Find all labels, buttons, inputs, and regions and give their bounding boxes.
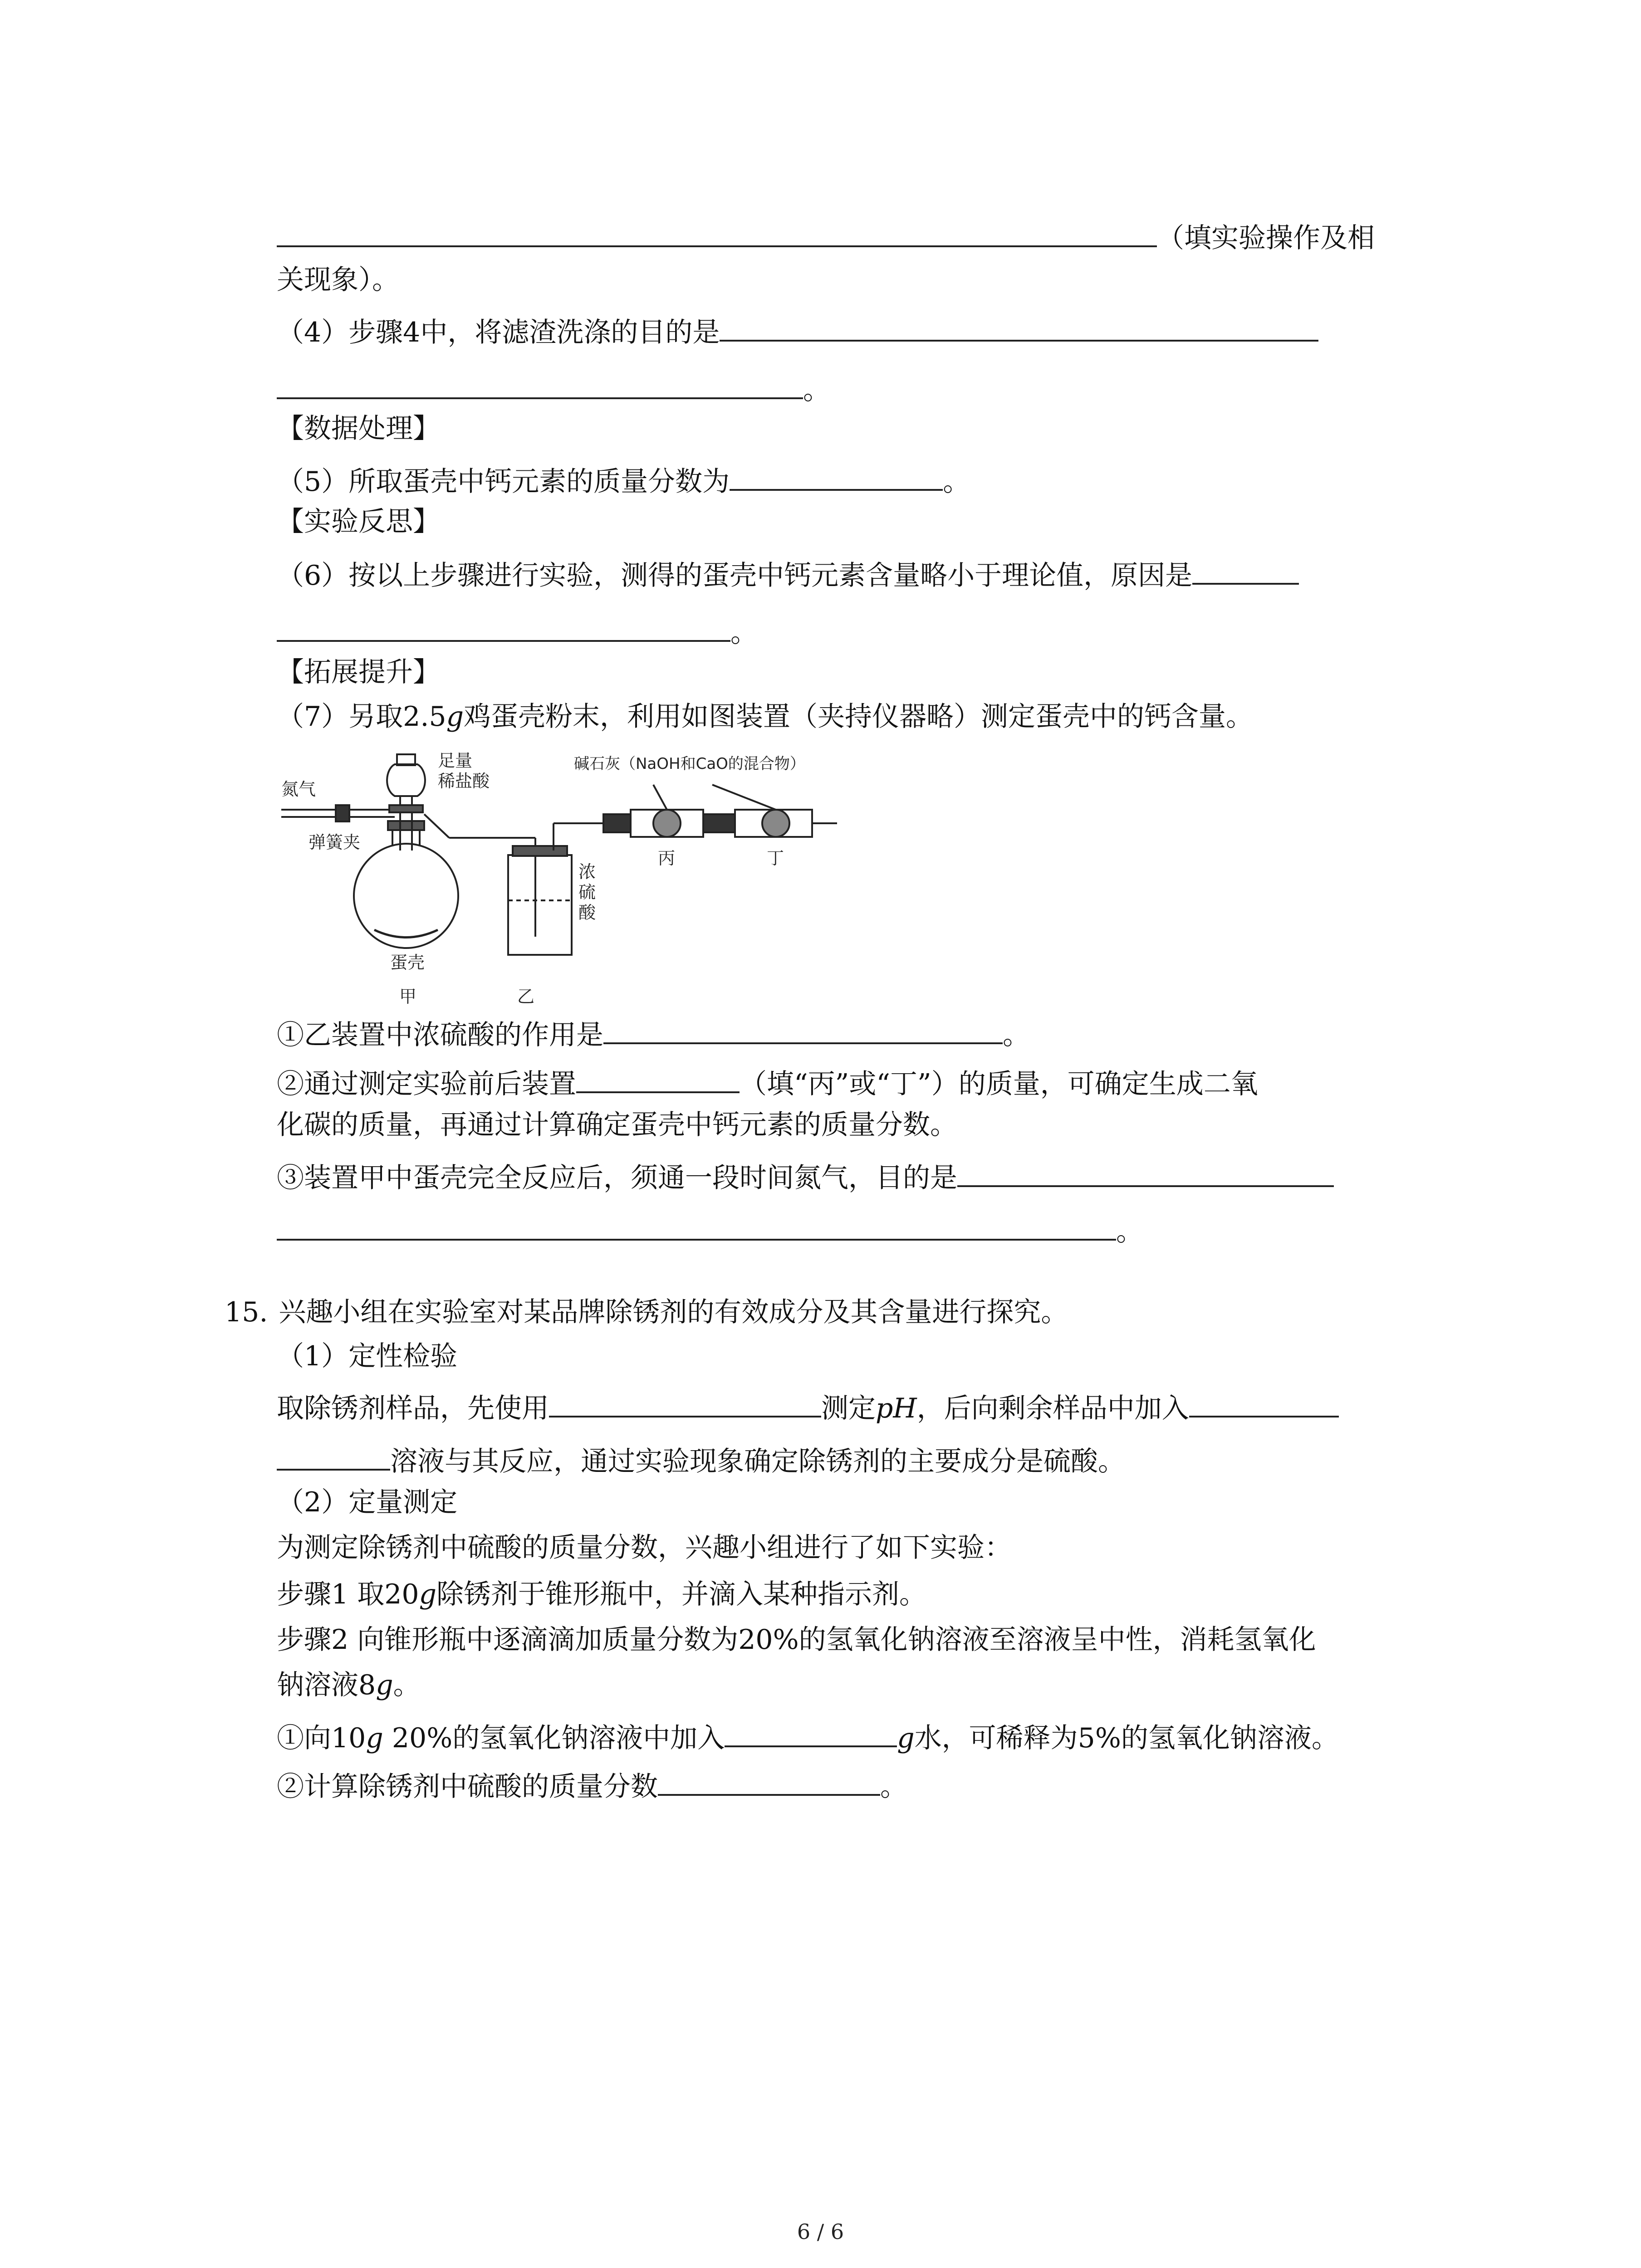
q15-header <box>225 1294 1068 1330</box>
answer-blank-q6b[interactable] <box>277 610 730 642</box>
q7-line <box>277 699 1253 735</box>
q5-end: 。 <box>943 466 970 498</box>
q15-sub1-unit: g <box>366 1722 383 1754</box>
q15-sub2-end: 。 <box>880 1771 907 1803</box>
label-clip: 弹簧夹 <box>309 832 361 852</box>
q15-step2-line1: 步骤2 向锥形瓶中逐滴滴加质量分数为20%的氢氧化钠溶液至溶液呈中性，消耗氢氧化 <box>277 1624 1316 1656</box>
q15-part1-line2 <box>277 1439 1125 1475</box>
q15-sub1-mid: 20%的氢氧化钠溶液中加入 <box>383 1722 725 1754</box>
label-acid-1: 足量 <box>438 751 473 771</box>
q5-line <box>277 459 970 498</box>
q3-tail-note: （填实验操作及相 <box>1157 222 1375 254</box>
answer-blank-q5[interactable] <box>730 459 943 491</box>
answer-blank-q15-1c[interactable] <box>277 1439 390 1471</box>
answer-blank-q3[interactable] <box>277 215 1157 247</box>
label-yi: 乙 <box>517 987 535 1007</box>
q7-1-end: 。 <box>1003 1019 1030 1051</box>
answer-blank-q7-3a[interactable] <box>957 1155 1334 1187</box>
answer-blank-q6a[interactable] <box>1192 553 1299 585</box>
answer-blank-q7-3b[interactable] <box>277 1209 1116 1241</box>
q7-text-pre: （7）另取2.5 <box>277 701 446 733</box>
q15-part1-line <box>277 1386 1339 1422</box>
q15-step1 <box>277 1576 926 1613</box>
q4-line2 <box>277 367 830 404</box>
q7-2-text: ②通过测定实验前后装置 <box>277 1068 576 1100</box>
q15-sub2-text: ②计算除锈剂中硫酸的质量分数 <box>277 1771 658 1803</box>
apparatus-diagram <box>281 742 839 1009</box>
q7-1-line <box>277 1012 1030 1049</box>
q5-text: （5）所取蛋壳中钙元素的质量分数为 <box>277 466 730 498</box>
q15-sub1-post: 水，可稀释为5%的氢氧化钠溶液。 <box>914 1722 1339 1754</box>
label-h2so4-2: 硫 <box>578 882 596 902</box>
answer-blank-q7-2[interactable] <box>576 1061 740 1093</box>
label-bing: 丙 <box>658 848 676 868</box>
label-nitrogen: 氮气 <box>281 779 316 799</box>
section-reflection: 【实验反思】 <box>277 506 440 538</box>
q7-text-post: 鸡蛋壳粉末，利用如图装置（夹持仪器略）测定蛋壳中的钙含量。 <box>464 701 1254 733</box>
q7-2-line <box>277 1061 1258 1098</box>
q15-part1-ph: pH <box>876 1393 917 1424</box>
q4-end: 。 <box>803 374 830 406</box>
q15-step2-end: 。 <box>393 1669 421 1701</box>
q15-title: 兴趣小组在实验室对某品牌除锈剂的有效成分及其含量进行探究。 <box>279 1296 1068 1328</box>
q6-line2 <box>277 610 758 649</box>
answer-blank-q4a[interactable] <box>720 310 1318 342</box>
q7-1-text: ①乙装置中浓硫酸的作用是 <box>277 1019 603 1051</box>
q15-step1-post: 除锈剂于锥形瓶中，并滴入某种指示剂。 <box>436 1579 927 1610</box>
q6-line <box>277 553 1299 589</box>
q7-3-end: 。 <box>1116 1216 1143 1247</box>
answer-blank-q4b[interactable] <box>277 367 803 399</box>
q15-part1-line2-text: 溶液与其反应，通过实验现象确定除锈剂的主要成分是硫酸。 <box>390 1446 1125 1477</box>
q15-part1-mid-a: 测定 <box>821 1393 876 1424</box>
q15-part2-title: （2）定量测定 <box>277 1486 458 1518</box>
q7-3-line <box>277 1155 1334 1192</box>
q15-part2-intro: 为测定除锈剂中硫酸的质量分数，兴趣小组进行了如下实验： <box>277 1532 1012 1564</box>
label-eggshell: 蛋壳 <box>390 953 425 973</box>
q15-sub2 <box>277 1764 907 1803</box>
q4-text: （4）步骤4中，将滤渣洗涤的目的是 <box>277 317 720 348</box>
q15-sub1 <box>277 1716 1339 1752</box>
q15-part1-mid-b: ，后向剩余样品中加入 <box>916 1393 1189 1424</box>
label-h2so4-3: 酸 <box>578 903 596 923</box>
section-data-processing: 【数据处理】 <box>277 413 440 445</box>
q15-step2-line2 <box>277 1667 421 1703</box>
q7-2-post: （填“丙”或“丁”）的质量，可确定生成二氧 <box>740 1068 1258 1100</box>
label-h2so4-1: 浓 <box>578 862 596 882</box>
q6-end: 。 <box>730 617 758 649</box>
q15-number: 15. <box>225 1296 268 1328</box>
q15-part1-title: （1）定性检验 <box>277 1340 458 1372</box>
q7-2-line2: 化碳的质量，再通过计算确定蛋壳中钙元素的质量分数。 <box>277 1109 957 1141</box>
answer-blank-q15-1a[interactable] <box>549 1386 821 1418</box>
q4-line <box>277 310 1318 346</box>
q7-3-line2 <box>277 1209 1143 1245</box>
answer-blank-q15-1b[interactable] <box>1189 1386 1339 1418</box>
label-ding: 丁 <box>767 848 784 868</box>
answer-blank-q7-1[interactable] <box>603 1012 1003 1044</box>
q15-sub1-unit2: g <box>897 1722 915 1754</box>
label-soda-lime: 碱石灰（NaOH和CaO的混合物） <box>574 755 805 773</box>
q3-tail-line <box>277 215 1375 252</box>
q15-step2-unit: g <box>376 1669 393 1701</box>
q3-tail-end: 关现象）。 <box>277 264 399 296</box>
label-jia: 甲 <box>399 987 417 1007</box>
q7-3-text: ③装置甲中蛋壳完全反应后，须通一段时间氮气，目的是 <box>277 1162 957 1194</box>
q15-step1-pre: 步骤1 取20 <box>277 1579 419 1610</box>
q15-step2-pre: 钠溶液8 <box>277 1669 376 1701</box>
label-acid-2: 稀盐酸 <box>438 771 490 791</box>
q7-unit: g <box>446 701 464 733</box>
answer-blank-q15-sub1[interactable] <box>725 1716 897 1747</box>
q15-sub1-pre: ①向10 <box>277 1722 366 1754</box>
q15-part1-pre: 取除锈剂样品，先使用 <box>277 1393 549 1424</box>
page-number: 6 / 6 <box>797 2219 844 2244</box>
answer-blank-q15-sub2[interactable] <box>658 1764 880 1796</box>
section-extension: 【拓展提升】 <box>277 656 440 688</box>
q15-step1-unit: g <box>419 1579 437 1610</box>
q6-text: （6）按以上步骤进行实验，测得的蛋壳中钙元素含量略小于理论值，原因是 <box>277 560 1193 591</box>
